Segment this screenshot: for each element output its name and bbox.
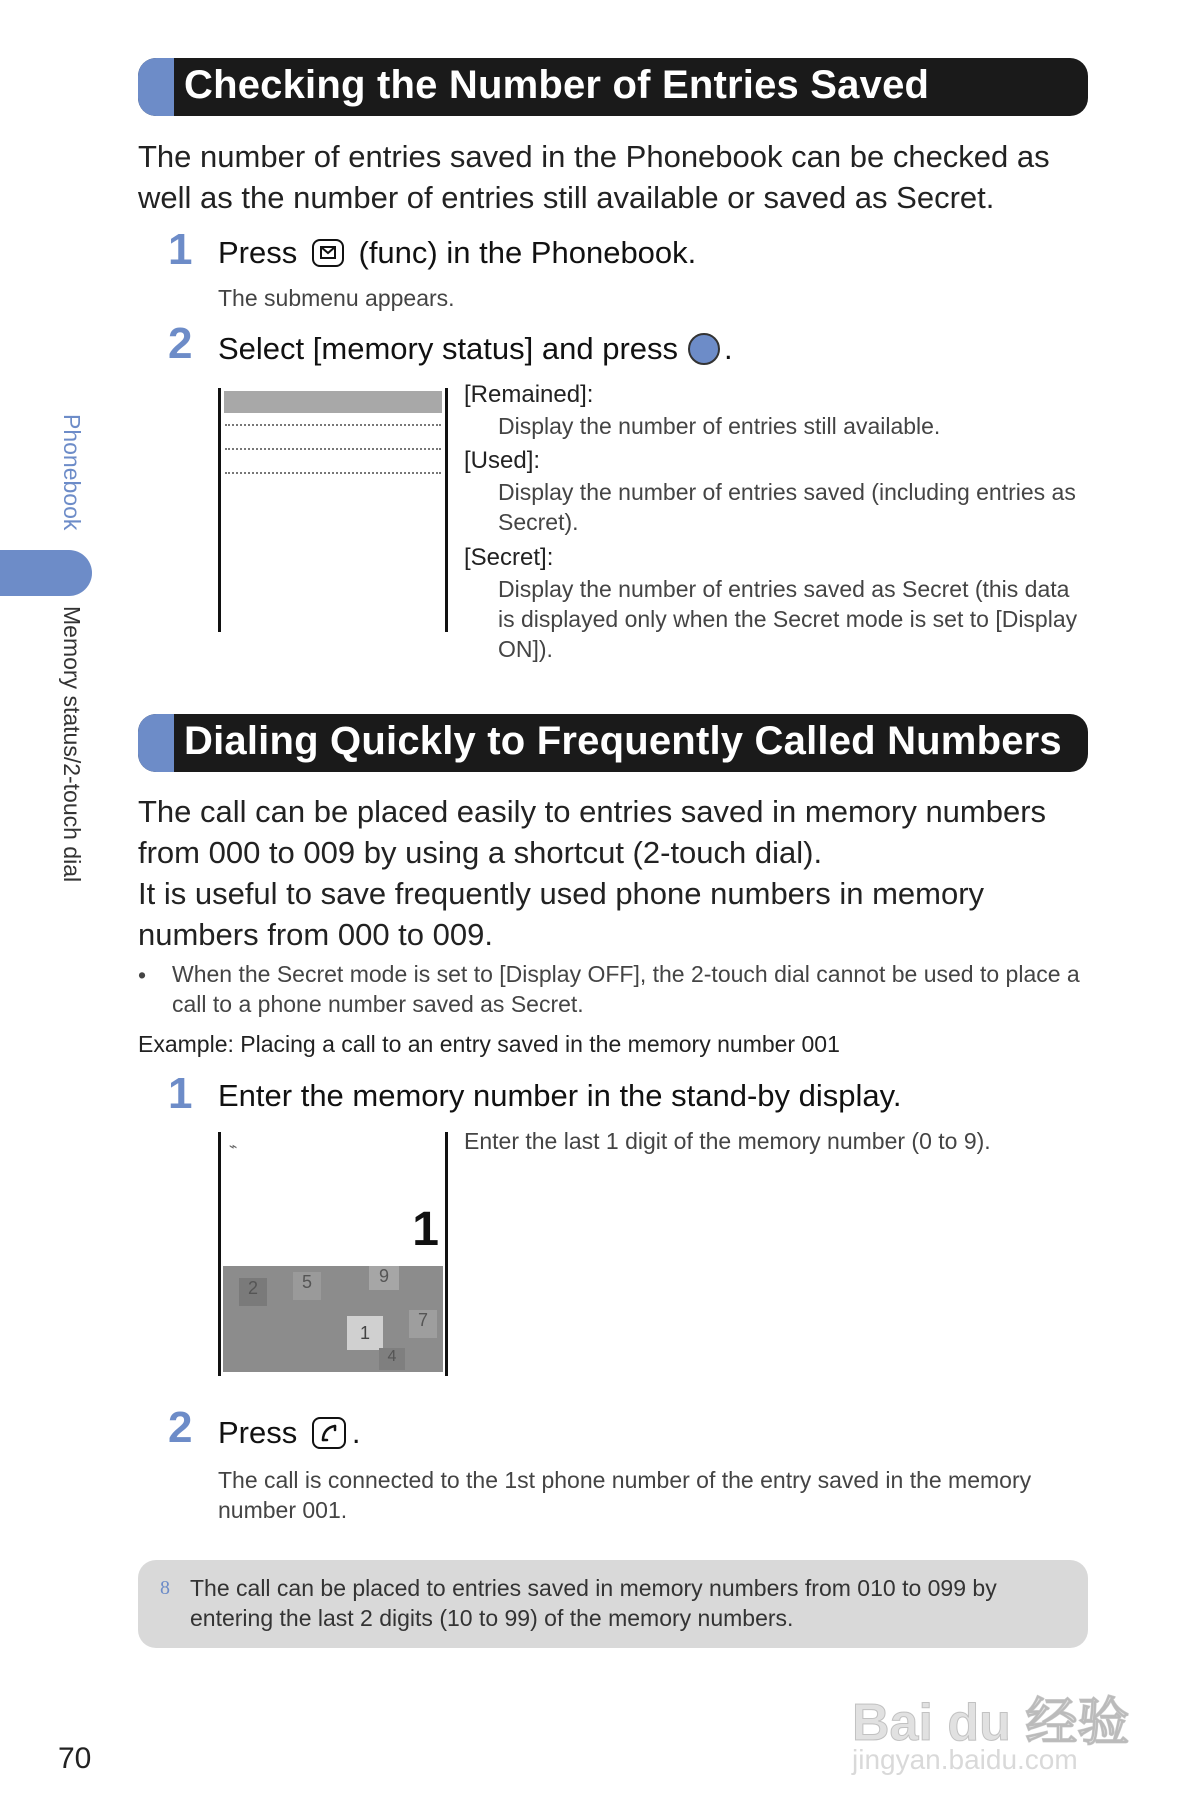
section1-step2-number: 2 [168, 319, 193, 368]
standby-status-mark: ⌁ [229, 1138, 238, 1154]
section1-step2-text [218, 330, 733, 368]
memory-status-screen [218, 388, 448, 632]
side-chapter-tab [0, 550, 92, 596]
memory-status-row [225, 448, 441, 452]
section1-title: Checking the Number of Entries Saved [184, 63, 930, 107]
definition-term-secret: [Secret]: [464, 544, 554, 571]
side-chapter-label: Phonebook [59, 414, 85, 531]
section1-title-bar [138, 58, 1088, 116]
wallpaper-tile: 2 [239, 1278, 267, 1306]
section2-step2-sub: The call is connected to the 1st phone number of the entry saved in the memory number 001. [218, 1467, 1032, 1523]
section2-step2-prefix: Press [218, 1415, 298, 1450]
watermark-url: jingyan.baidu.com [852, 1744, 1078, 1775]
section2-step1-desc: Enter the last 1 digit of the memory number (0 to 9). [464, 1128, 991, 1154]
definition-term-used: [Used]: [464, 447, 541, 474]
section1-intro: The number of entries saved in the Phonebook can be checked as well as the number of entries still available or saved as Secret. [138, 139, 1050, 215]
memory-status-row [225, 424, 441, 428]
note-text: The call can be placed to entries saved in memory numbers from 010 to 099 by entering the last 2 digits (10 to 99) of the memory numbers. [190, 1575, 997, 1631]
section2-intro-2: It is useful to save frequently used phone numbers in memory numbers from 000 to 009. [138, 876, 985, 952]
definition-term-remained: [Remained]: [464, 381, 594, 408]
standby-screen [218, 1132, 448, 1376]
section2-step1-text: Enter the memory number in the stand-by display. [218, 1078, 902, 1113]
section1-step1-text [218, 234, 696, 272]
wallpaper-tile: 1 [347, 1316, 383, 1350]
memory-status-header-bar [224, 391, 442, 413]
section2-title-bar [138, 714, 1088, 772]
definition-desc-used: Display the number of entries saved (including entries as Secret). [498, 479, 1076, 535]
section2-title: Dialing Quickly to Frequently Called Numbers [184, 719, 1062, 763]
wallpaper-tile: 4 [379, 1348, 405, 1370]
section2-step2-number: 2 [168, 1403, 193, 1452]
section1-title-accent [138, 58, 174, 116]
side-topic-label: Memory status/2-touch dial [59, 606, 85, 883]
watermark-brand: Bai du 经验 [852, 1694, 1130, 1752]
section1-step1-number: 1 [168, 225, 193, 274]
section2-step2-text [218, 1414, 361, 1452]
section1-step1-sub: The submenu appears. [218, 285, 455, 311]
section2-bullet: When the Secret mode is set to [Display OFF], the 2-touch dial cannot be used to place a call to a phone number saved as Secret. [172, 961, 1080, 1017]
standby-wallpaper [223, 1266, 443, 1372]
note-box [138, 1560, 1088, 1648]
center-button-icon [688, 333, 720, 365]
wallpaper-tile: 9 [369, 1266, 399, 1290]
page-number: 70 [58, 1742, 92, 1775]
section1-step2-suffix: . [724, 331, 733, 366]
section2-example: Example: Placing a call to an entry saved in the memory number 001 [138, 1031, 840, 1057]
section1-step1-suffix: (func) in the Phonebook. [358, 235, 697, 270]
note-marker: 8 [160, 1577, 170, 1599]
definition-desc-remained: Display the number of entries still available. [498, 413, 941, 439]
call-key-icon [312, 1417, 346, 1449]
section1-step1-prefix: Press [218, 235, 298, 270]
section1-step2-prefix: Select [memory status] and press [218, 331, 679, 366]
mail-key-glyph [314, 241, 342, 265]
standby-digit-display: 1 [412, 1203, 439, 1256]
section2-step1-number: 1 [168, 1069, 193, 1118]
bullet-marker: • [138, 962, 147, 988]
wallpaper-tile: 5 [293, 1272, 321, 1300]
section2-intro-1: The call can be placed easily to entries saved in memory numbers from 000 to 009 by using a shortcut (2-touch dial). [138, 794, 1047, 870]
mail-key-icon [312, 239, 344, 267]
wallpaper-tile: 7 [409, 1310, 437, 1338]
memory-status-row [225, 472, 441, 476]
call-key-glyph [314, 1419, 344, 1447]
definition-desc-secret: Display the number of entries saved as Secret (this data is displayed only when the Secret mode is set to [Display ON]). [498, 576, 1078, 662]
section2-title-accent [138, 714, 174, 772]
section2-step2-suffix: . [351, 1415, 361, 1450]
